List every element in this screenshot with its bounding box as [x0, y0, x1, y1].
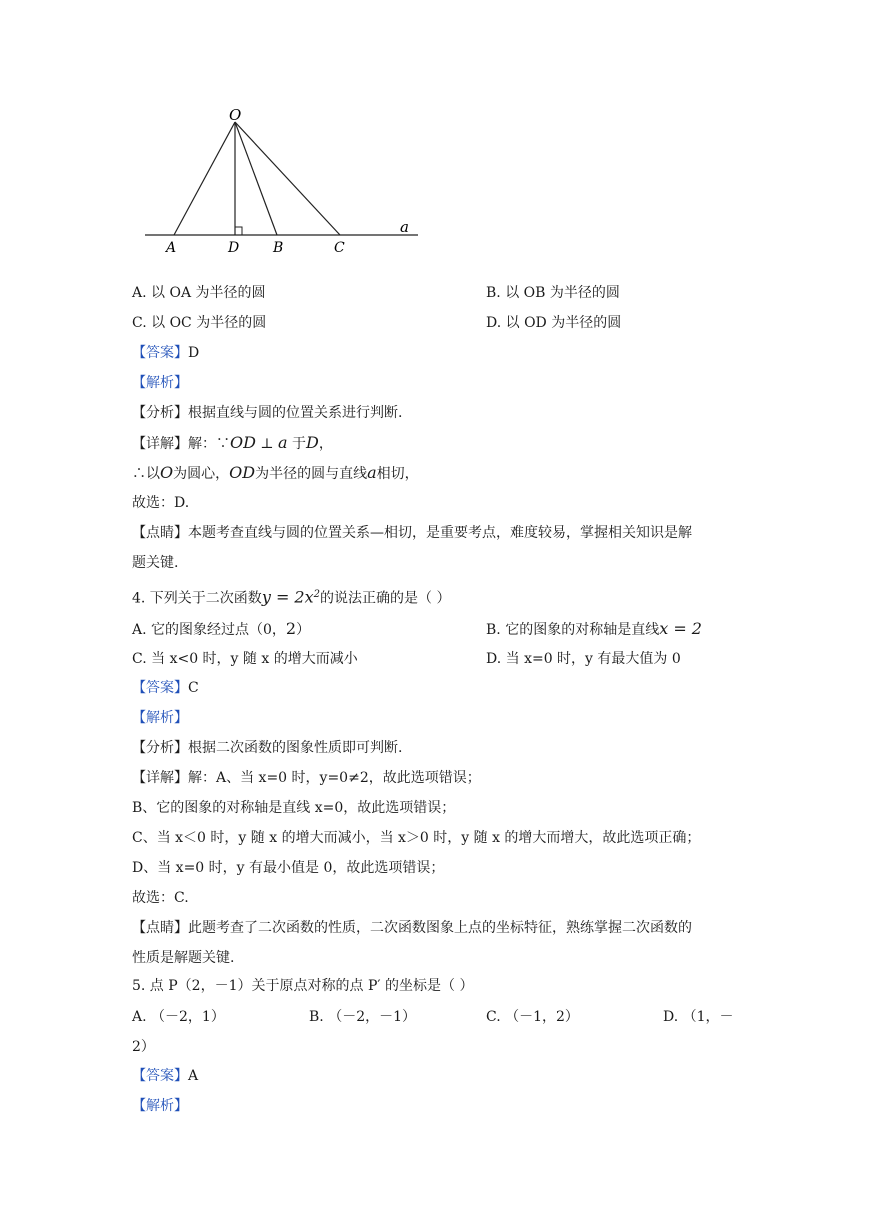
q3-dianjing — [132, 523, 692, 543]
segment-oa — [174, 122, 235, 235]
math-od: OD — [230, 433, 256, 452]
q4-dianjing-2: 性质是解题关键. — [132, 950, 235, 966]
answer-tag: 【答案】 — [132, 1068, 188, 1084]
q4-option-a-end: ） — [296, 622, 311, 638]
line2-mid2: 为半径的圆与直线 — [255, 466, 368, 482]
answer-tag: 【答案】 — [132, 680, 188, 696]
q3-fenxi — [132, 403, 402, 423]
q3-answer — [132, 343, 199, 363]
line2-pre: ∴以 — [132, 466, 160, 482]
answer-value: D — [188, 345, 200, 361]
fenxi-text: 根据直线与圆的位置关系进行判断. — [188, 405, 403, 421]
geometry-figure — [140, 100, 430, 260]
answer-value: A — [188, 1068, 199, 1084]
perp-symbol: ⊥ — [255, 436, 279, 452]
fenxi-text: 根据二次函数的图象性质即可判断. — [188, 740, 403, 756]
math-d: D — [306, 433, 319, 452]
q4-option-a-text: A. 它的图象经过点（0， — [132, 622, 286, 638]
q3-guxuan: 故选：D. — [132, 495, 190, 511]
q3-option-d: D. 以 OD 为半径的圆 — [486, 315, 622, 331]
jiexi-tag: 【解析】 — [132, 375, 188, 391]
q4-option-b-formula: x = 2 — [659, 619, 702, 638]
q4-xiangjie — [132, 768, 481, 788]
q4-stem-post: 的说法正确的是（ ） — [320, 590, 451, 607]
q4-xiangjie-3: C、当 x＜0 时，y 随 x 的增大而减小，当 x＞0 时，y 随 x 的增大而增大，故此选项正确； — [132, 830, 701, 846]
jiexi-tag: 【解析】 — [132, 1098, 188, 1114]
q4-formula: y = 2x — [261, 587, 314, 607]
q5-option-b: B. （－2，－1） — [309, 1009, 417, 1025]
q4-formula-sup: 2 — [313, 589, 321, 600]
segment-oc — [235, 122, 340, 235]
q3-option-a: A. 以 OA 为半径的圆 — [132, 285, 266, 301]
answer-tag: 【答案】 — [132, 345, 188, 361]
math-od-2: OD — [229, 463, 256, 482]
q3-dianjing-2: 题关键. — [132, 555, 179, 571]
segment-ob — [235, 122, 277, 235]
dianjing-tag: 【点睛】 — [132, 920, 188, 936]
q4-option-c: C. 当 x<0 时，y 随 x 的增大而减小 — [132, 651, 358, 667]
xiangjie-tag: 【详解】 — [132, 770, 188, 786]
q5-stem: 5. 点 P（2，－1）关于原点对称的点 P′ 的坐标是（ ） — [132, 978, 474, 994]
label-c: C — [334, 240, 345, 256]
xiangjie-tag: 【详解】 — [132, 436, 188, 452]
xiangjie-end: ， — [318, 436, 333, 452]
dianjing-text: 此题考查了二次函数的性质，二次函数图象上点的坐标特征，熟练掌握二次函数的 — [188, 920, 692, 936]
jiexi-tag: 【解析】 — [132, 710, 188, 726]
q3-jiexi — [132, 373, 188, 393]
q3-option-c: C. 以 OC 为半径的圆 — [132, 315, 267, 331]
dianjing-text: 本题考查直线与圆的位置关系—相切，是重要考点，难度较易，掌握相关知识是解 — [188, 525, 692, 541]
label-d: D — [228, 240, 240, 256]
right-angle-mark — [235, 227, 242, 235]
q4-stem — [132, 585, 450, 609]
q5-option-d-cont: 2） — [132, 1039, 155, 1055]
q5-answer — [132, 1066, 198, 1086]
q4-guxuan: 故选：C. — [132, 890, 189, 906]
q4-option-a-num: 2 — [285, 619, 297, 638]
math-o: O — [160, 463, 174, 482]
xiangjie-text: 解：A、当 x=0 时，y=0≠2，故此选项错误； — [188, 770, 481, 786]
label-line-a: a — [400, 218, 409, 236]
line2-mid: 为圆心， — [173, 466, 230, 482]
q4-xiangjie-2: B、它的图象的对称轴是直线 x=0，故此选项错误； — [132, 800, 456, 816]
fenxi-tag: 【分析】 — [132, 405, 188, 421]
q3-option-b: B. 以 OB 为半径的圆 — [486, 285, 620, 301]
xiangjie-text: 解：∵ — [188, 436, 230, 452]
q5-jiexi — [132, 1096, 188, 1116]
q4-xiangjie-4: D、当 x=0 时，y 有最小值是 0，故此选项错误； — [132, 860, 445, 876]
q3-xiangjie — [132, 433, 333, 454]
q5-option-d: D. （1，－ — [663, 1009, 734, 1025]
q4-jiexi — [132, 708, 188, 728]
q3-line2 — [132, 463, 419, 484]
label-a: A — [166, 240, 177, 256]
fenxi-tag: 【分析】 — [132, 740, 188, 756]
answer-value: C — [188, 680, 199, 696]
q4-answer — [132, 678, 199, 698]
q4-stem-pre: 4. 下列关于二次函数 — [132, 590, 262, 607]
q5-option-a: A. （－2，1） — [132, 1009, 225, 1025]
line2-end: 相切， — [376, 466, 419, 482]
q4-fenxi — [132, 738, 402, 758]
q4-option-a — [132, 619, 310, 640]
label-o: O — [229, 106, 242, 124]
q4-option-b-text: B. 它的图象的对称轴是直线 — [486, 622, 660, 638]
math-a: a — [278, 433, 288, 452]
q5-option-c: C. （－1，2） — [486, 1009, 579, 1025]
q4-option-b — [486, 619, 702, 640]
q4-option-d: D. 当 x=0 时，y 有最大值为 0 — [486, 651, 681, 667]
q4-dianjing — [132, 918, 692, 938]
dianjing-tag: 【点睛】 — [132, 525, 188, 541]
label-b: B — [273, 240, 284, 256]
xiangjie-text-yu: 于 — [287, 436, 307, 452]
math-a-2: a — [367, 463, 377, 482]
